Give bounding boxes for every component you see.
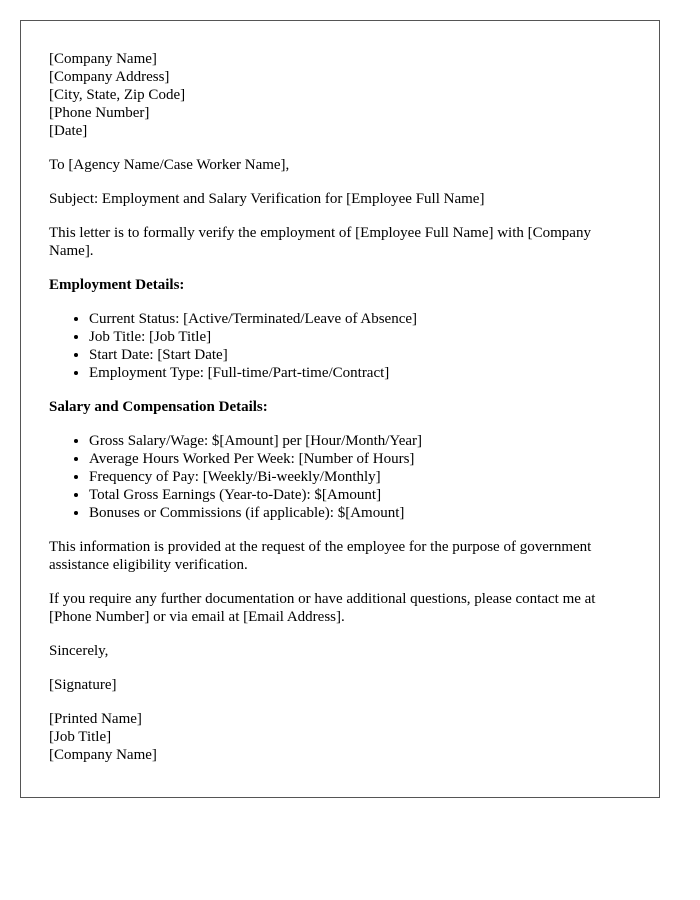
sender-city-state-zip: [City, State, Zip Code] bbox=[49, 87, 186, 103]
list-item: • Frequency of Pay: [Weekly/Bi-weekly/Monthly] bbox=[89, 468, 631, 486]
list-item: • Total Gross Earnings (Year-to-Date): $[Amount] bbox=[89, 486, 631, 504]
list-item: • Current Status: [Active/Terminated/Leave of Absence] bbox=[89, 310, 631, 328]
subject-line: Subject: Employment and Salary Verification for [Employee Full Name] bbox=[49, 191, 485, 207]
intro-paragraph: This letter is to formally verify the employment of [Employee Full Name] with [Company Name]. bbox=[49, 225, 591, 259]
list-item: • Start Date: [Start Date] bbox=[89, 346, 631, 364]
salary-details-heading: Salary and Compensation Details: bbox=[49, 399, 268, 415]
list-item: • Job Title: [Job Title] bbox=[89, 328, 631, 346]
signer-block bbox=[49, 710, 631, 764]
salary-details-list bbox=[49, 432, 631, 522]
signature: [Signature] bbox=[49, 677, 117, 693]
employment-details-heading: Employment Details: bbox=[49, 277, 185, 293]
letter-page bbox=[20, 20, 660, 798]
employment-details-list bbox=[49, 310, 631, 382]
salutation: To [Agency Name/Case Worker Name], bbox=[49, 157, 290, 173]
sender-company-address: [Company Address] bbox=[49, 69, 170, 85]
signer-job-title: [Job Title] bbox=[49, 729, 112, 745]
list-item: • Average Hours Worked Per Week: [Number of Hours] bbox=[89, 450, 631, 468]
signer-printed-name: [Printed Name] bbox=[49, 711, 142, 727]
sender-address-block bbox=[49, 50, 631, 140]
list-item: • Employment Type: [Full-time/Part-time/Contract] bbox=[89, 364, 631, 382]
list-item: • Gross Salary/Wage: $[Amount] per [Hour/Month/Year] bbox=[89, 432, 631, 450]
letter-date: [Date] bbox=[49, 123, 88, 139]
list-item: • Bonuses or Commissions (if applicable): $[Amount] bbox=[89, 504, 631, 522]
contact-paragraph: If you require any further documentation or have additional questions, please contact me at [Phone Number] or via email at [Email Address]. bbox=[49, 591, 596, 625]
sender-phone: [Phone Number] bbox=[49, 105, 150, 121]
signer-company-name: [Company Name] bbox=[49, 747, 157, 763]
purpose-paragraph: This information is provided at the request of the employee for the purpose of government assistance eligibility verification. bbox=[49, 539, 592, 573]
closing: Sincerely, bbox=[49, 643, 109, 659]
sender-company-name: [Company Name] bbox=[49, 51, 157, 67]
